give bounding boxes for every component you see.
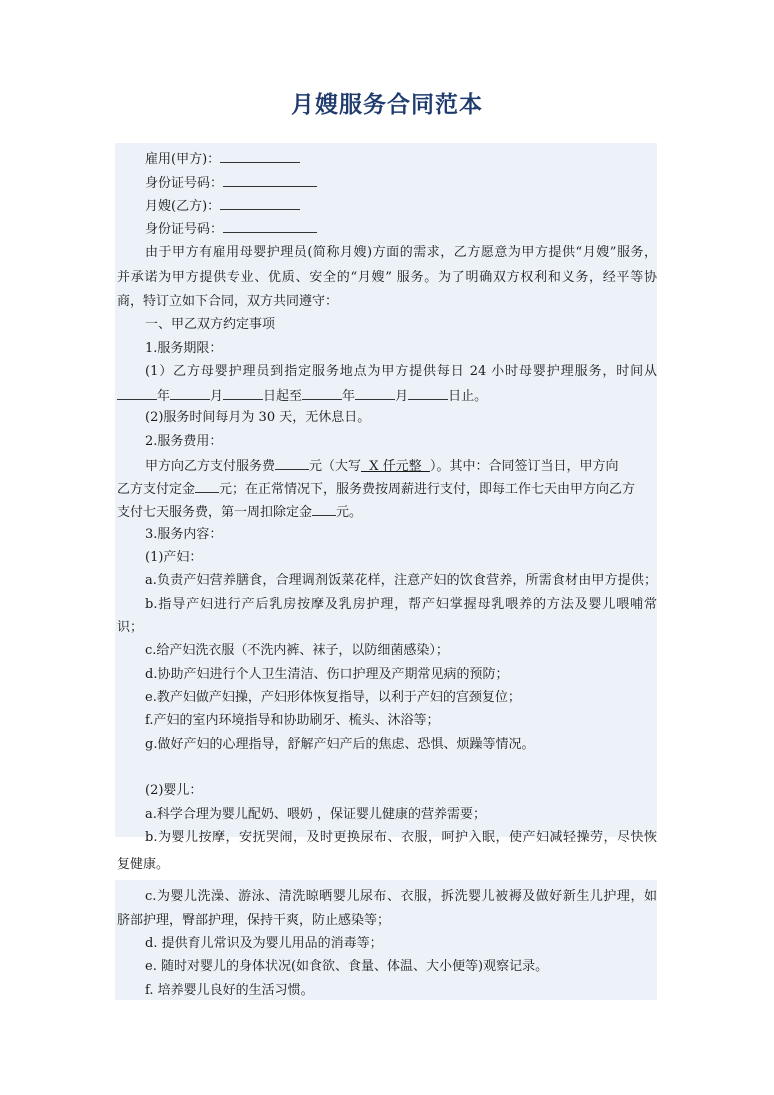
start-day-blank — [223, 387, 263, 400]
mother-item-e: e.教产妇做产妇操，产妇形体恢复指导，以利于产妇的宫颈复位； — [145, 690, 521, 705]
mother-item-d: d.协助产妇进行个人卫生清洁、伤口护理及产期常见病的预防； — [145, 667, 509, 682]
deposit-deduct-blank — [312, 503, 336, 516]
employer-label: 雇用(甲方)： — [145, 152, 221, 167]
year-label: 年 — [342, 389, 356, 404]
fee-text: 甲方向乙方支付服务费 — [145, 459, 276, 474]
nanny-label: 月嫂(乙方)： — [145, 199, 221, 214]
fee-text: 元（大写 — [309, 459, 362, 474]
baby-item-e: e. 随时对婴儿的身体状况(如食欲、食量、体温、大小便等)观察记录。 — [145, 959, 549, 974]
deposit-blank — [195, 480, 219, 493]
fee-heading: 2.服务费用： — [145, 434, 223, 449]
baby-item-a: a.科学合理为婴儿配奶、喂奶 ，保证婴儿健康的营养需要； — [145, 807, 487, 822]
fee-line-1 — [115, 457, 657, 475]
term-1-line-2 — [115, 387, 657, 405]
start-year-blank — [117, 387, 157, 400]
fee-line-2 — [115, 480, 657, 498]
mother-item-g: g.做好产妇的心理指导，舒解产妇产后的焦虑、恐惧、烦躁等情况。 — [145, 737, 535, 752]
baby-heading: (2)婴儿： — [145, 783, 203, 798]
mother-item-f: f.产妇的室内环境指导和协助刷牙、梳头、沐浴等； — [145, 713, 440, 728]
end-day-blank — [408, 387, 448, 400]
fee-text: 元。 — [336, 505, 363, 520]
month-label: 月 — [210, 389, 224, 404]
mother-heading: (1)产妇： — [145, 550, 203, 565]
term-2: (2)服务时间每月为 30 天，无休息日。 — [145, 410, 371, 425]
mother-item-b-line-1: b.指导产妇进行产后乳房按摩及乳房护理，帮产妇掌握母乳喂养的方法及婴儿喂哺常 — [145, 597, 657, 612]
year-label: 年 — [157, 389, 171, 404]
fee-line-3 — [115, 503, 657, 521]
baby-item-b-line-2: 复健康。 — [117, 857, 170, 872]
fee-text: 支付七天服务费，第一周扣除定金 — [117, 505, 313, 520]
employer-blank — [220, 150, 300, 163]
baby-item-c-line-2: 脐部护理，臀部护理，保持干爽，防止感染等； — [117, 913, 391, 928]
employer-field — [115, 150, 657, 168]
month-label: 月 — [395, 389, 409, 404]
mother-item-b-line-2: 识； — [117, 620, 144, 635]
nanny-field — [115, 197, 657, 215]
day-from-label: 日起至 — [263, 389, 303, 404]
page-title: 月嫂服务合同范本 — [291, 91, 483, 118]
term-1-line-1: (1）乙方母婴护理员到指定服务地点为甲方提供每日 24 小时母婴护理服务，时间从 — [145, 364, 657, 379]
mother-item-c: c.给产妇洗衣服（不洗内裤、袜子，以防细菌感染）； — [145, 643, 449, 658]
start-month-blank — [170, 387, 210, 400]
baby-item-b-line-1: b.为婴儿按摩，安抚哭闹，及时更换尿布、衣服，呵护入眠，使产妇减轻操劳，尽快恢 — [145, 830, 657, 845]
baby-item-d: d. 提供育儿常识及为婴儿用品的消毒等； — [145, 936, 383, 951]
nanny-id-field — [115, 220, 657, 238]
nanny-blank — [220, 197, 300, 210]
intro-line-1: 由于甲方有雇用母婴护理员(简称月嫂)方面的需求，乙方愿意为甲方提供“月嫂”服务， — [145, 245, 657, 260]
fee-text: 元；在正常情况下，服务费按周薪进行支付，即每工作七天由甲方向乙方 — [219, 482, 636, 497]
employer-id-blank — [223, 174, 317, 187]
end-month-blank — [355, 387, 395, 400]
fee-text: ）。其中：合同签订当日，甲方向 — [429, 459, 619, 474]
nanny-id-blank — [223, 220, 317, 233]
day-to-label: 日止。 — [448, 389, 488, 404]
section-heading: 一、甲乙双方约定事项 — [145, 317, 276, 332]
end-year-blank — [302, 387, 342, 400]
nanny-id-label: 身份证号码： — [145, 222, 224, 237]
fee-amount-words: X 仟元整 — [361, 459, 430, 474]
employer-id-field — [115, 174, 657, 192]
intro-line-2: 并承诺为甲方提供专业、优质、安全的“月嫂” 服务。为了明确双方权利和义务，经平等协 — [117, 270, 657, 285]
employer-id-label: 身份证号码： — [145, 176, 224, 191]
term-heading: 1.服务期限： — [145, 341, 223, 356]
baby-item-f: f. 培养婴儿良好的生活习惯。 — [145, 983, 314, 998]
intro-line-3: 商，特订立如下合同，双方共同遵守： — [117, 294, 339, 309]
fee-text: 乙方支付定金 — [117, 482, 196, 497]
baby-item-c-line-1: c.为婴儿洗澡、游泳、清洗晾晒婴儿尿布、衣服，拆洗婴儿被褥及做好新生儿护理，如 — [145, 889, 657, 904]
mother-item-a: a.负责产妇营养膳食，合理调剂饭菜花样，注意产妇的饮食营养，所需食材由甲方提供； — [145, 573, 657, 588]
content-heading: 3.服务内容： — [145, 527, 223, 542]
fee-amount-blank — [275, 457, 309, 470]
